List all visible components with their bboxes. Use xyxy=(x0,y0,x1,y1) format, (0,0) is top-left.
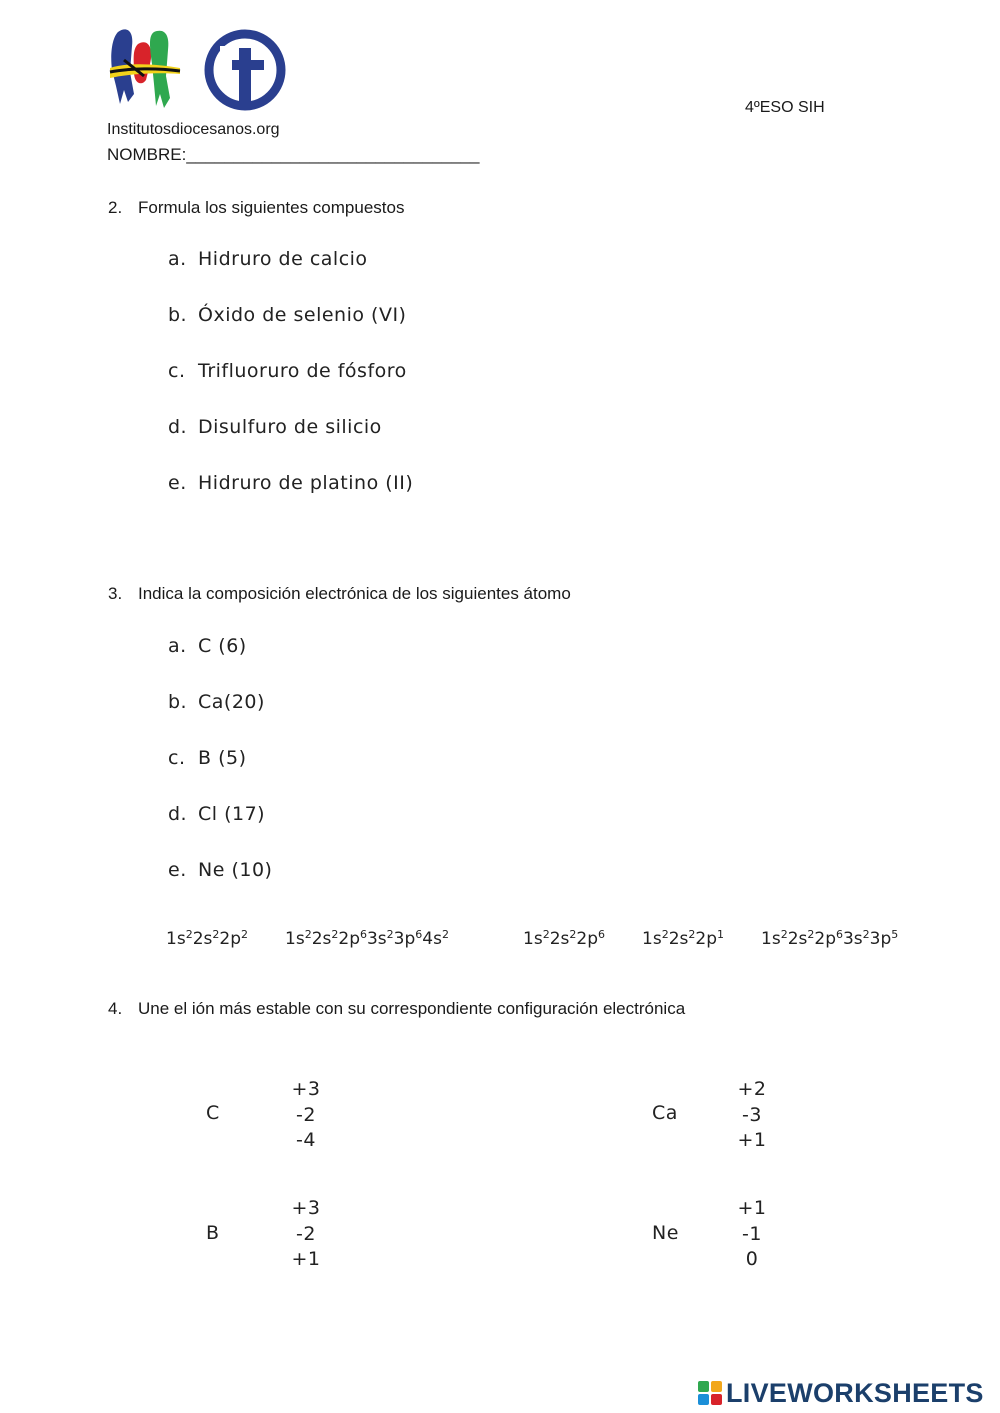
electron-count: 2 xyxy=(569,928,577,941)
orbital: 1s xyxy=(523,929,543,949)
orbital: 1s xyxy=(642,929,662,949)
orbital: 2s xyxy=(311,929,332,949)
config-option-1[interactable] xyxy=(166,929,248,949)
item-text: Hidruro de calcio xyxy=(198,248,368,270)
item-letter: a. xyxy=(168,635,187,657)
config-option-5[interactable] xyxy=(761,929,898,949)
element-label-ca: Ca xyxy=(652,1102,678,1124)
course-label: 4ºESO SIH xyxy=(745,99,825,116)
orbital: 3p xyxy=(869,929,892,949)
item-text: C (6) xyxy=(198,635,247,657)
orbital: 2s xyxy=(549,929,570,949)
item-letter: c. xyxy=(168,747,186,769)
charge-option[interactable]: 0 xyxy=(745,1248,759,1270)
charge-option[interactable]: -3 xyxy=(742,1103,762,1126)
item-text: Cl (17) xyxy=(198,803,266,825)
item-letter: e. xyxy=(168,472,187,494)
question-3-title xyxy=(108,584,571,604)
item-text: B (5) xyxy=(198,747,247,769)
q2-item-a xyxy=(168,248,368,270)
electron-count: 2 xyxy=(386,928,394,941)
orbital: 2p xyxy=(814,929,836,949)
electron-count: 2 xyxy=(212,928,220,941)
electron-count: 2 xyxy=(240,928,248,941)
electron-count: 2 xyxy=(304,928,312,941)
electron-count: 5 xyxy=(891,928,899,941)
electron-count: 1 xyxy=(716,928,724,941)
electron-count: 2 xyxy=(542,928,550,941)
electron-count: 2 xyxy=(780,928,788,941)
site-url: Institutosdiocesanos.org xyxy=(107,121,280,138)
electron-count: 6 xyxy=(359,928,367,941)
electron-count: 2 xyxy=(862,928,870,941)
colorful-h-logo-icon xyxy=(108,24,184,110)
item-text: Trifluoruro de fósforo xyxy=(198,360,407,382)
question-number: 2. xyxy=(108,198,123,217)
diocesan-cross-logo xyxy=(200,26,290,114)
charge-option[interactable]: +1 xyxy=(737,1197,767,1219)
q3-item-e xyxy=(168,859,272,881)
q2-item-e xyxy=(168,472,413,494)
question-number: 4. xyxy=(108,999,123,1018)
q2-item-d xyxy=(168,416,382,438)
orbital: 2p xyxy=(695,929,717,949)
charge-option[interactable]: -2 xyxy=(296,1103,316,1126)
orbital: 1s xyxy=(166,929,186,949)
question-text: Une el ión más estable con su correspondiente configuración electrónica xyxy=(138,999,686,1018)
electron-count: 2 xyxy=(185,928,193,941)
question-number: 3. xyxy=(108,584,123,603)
electron-count: 2 xyxy=(688,928,696,941)
orbital: 3p xyxy=(393,929,416,949)
charge-column-ne xyxy=(732,1196,772,1273)
electron-count: 6 xyxy=(415,928,423,941)
cross-circle-icon xyxy=(200,26,290,114)
question-text: Indica la composición electrónica de los siguientes átomo xyxy=(138,584,571,603)
q2-item-c xyxy=(168,360,407,382)
question-2-title xyxy=(108,198,404,218)
charge-column-ca xyxy=(732,1077,772,1154)
electron-count: 2 xyxy=(331,928,339,941)
orbital: 2s xyxy=(787,929,808,949)
config-option-2[interactable] xyxy=(285,929,449,949)
orbital: 4s xyxy=(422,929,442,949)
charge-option[interactable]: -2 xyxy=(296,1222,316,1245)
q3-item-c xyxy=(168,747,247,769)
charge-option[interactable]: +3 xyxy=(291,1078,321,1100)
item-letter: c. xyxy=(168,360,186,382)
orbital: 3s xyxy=(842,929,863,949)
charge-column-c xyxy=(286,1077,326,1154)
item-letter: a. xyxy=(168,248,187,270)
config-option-3[interactable] xyxy=(523,929,605,949)
electron-count: 6 xyxy=(835,928,843,941)
item-letter: e. xyxy=(168,859,187,881)
item-letter: d. xyxy=(168,803,188,825)
charge-option[interactable]: +3 xyxy=(291,1197,321,1219)
item-letter: d. xyxy=(168,416,188,438)
item-letter: b. xyxy=(168,304,188,326)
item-text: Ca(20) xyxy=(198,691,265,713)
charge-column-b xyxy=(286,1196,326,1273)
orbital: 2p xyxy=(338,929,360,949)
item-text: Ne (10) xyxy=(198,859,273,881)
orbital: 2p xyxy=(576,929,598,949)
electron-count: 2 xyxy=(661,928,669,941)
liveworksheets-logo-icon xyxy=(697,1379,723,1407)
item-letter: b. xyxy=(168,691,188,713)
element-label-c: C xyxy=(206,1102,220,1124)
item-text: Disulfuro de silicio xyxy=(198,416,382,438)
charge-option[interactable]: +2 xyxy=(737,1078,767,1100)
electron-count: 2 xyxy=(807,928,815,941)
institution-logo xyxy=(108,24,184,110)
q2-item-b xyxy=(168,304,406,326)
charge-option[interactable]: -4 xyxy=(296,1129,316,1151)
orbital: 3s xyxy=(366,929,387,949)
charge-option[interactable]: -1 xyxy=(742,1222,762,1245)
liveworksheets-brand xyxy=(697,1376,984,1410)
orbital: 2p xyxy=(219,929,241,949)
name-field[interactable]: NOMBRE:_______________________________ xyxy=(107,145,480,164)
orbital: 2s xyxy=(192,929,213,949)
question-text: Formula los siguientes compuestos xyxy=(138,198,405,217)
charge-option[interactable]: +1 xyxy=(291,1248,321,1270)
question-4-title xyxy=(108,999,685,1019)
element-label-ne: Ne xyxy=(652,1222,679,1244)
item-text: Hidruro de platino (II) xyxy=(198,472,414,494)
orbital: 1s xyxy=(285,929,305,949)
electron-count: 6 xyxy=(597,928,605,941)
q3-item-a xyxy=(168,635,247,657)
electron-count: 2 xyxy=(441,928,449,941)
item-text: Óxido de selenio (VI) xyxy=(198,304,407,326)
q3-item-b xyxy=(168,691,265,713)
orbital: 2s xyxy=(668,929,689,949)
orbital: 1s xyxy=(761,929,781,949)
brand-text: LIVEWORKSHEETS xyxy=(726,1377,984,1408)
config-option-4[interactable] xyxy=(642,929,724,949)
charge-option[interactable]: +1 xyxy=(737,1129,767,1151)
element-label-b: B xyxy=(206,1222,220,1244)
q3-item-d xyxy=(168,803,265,825)
